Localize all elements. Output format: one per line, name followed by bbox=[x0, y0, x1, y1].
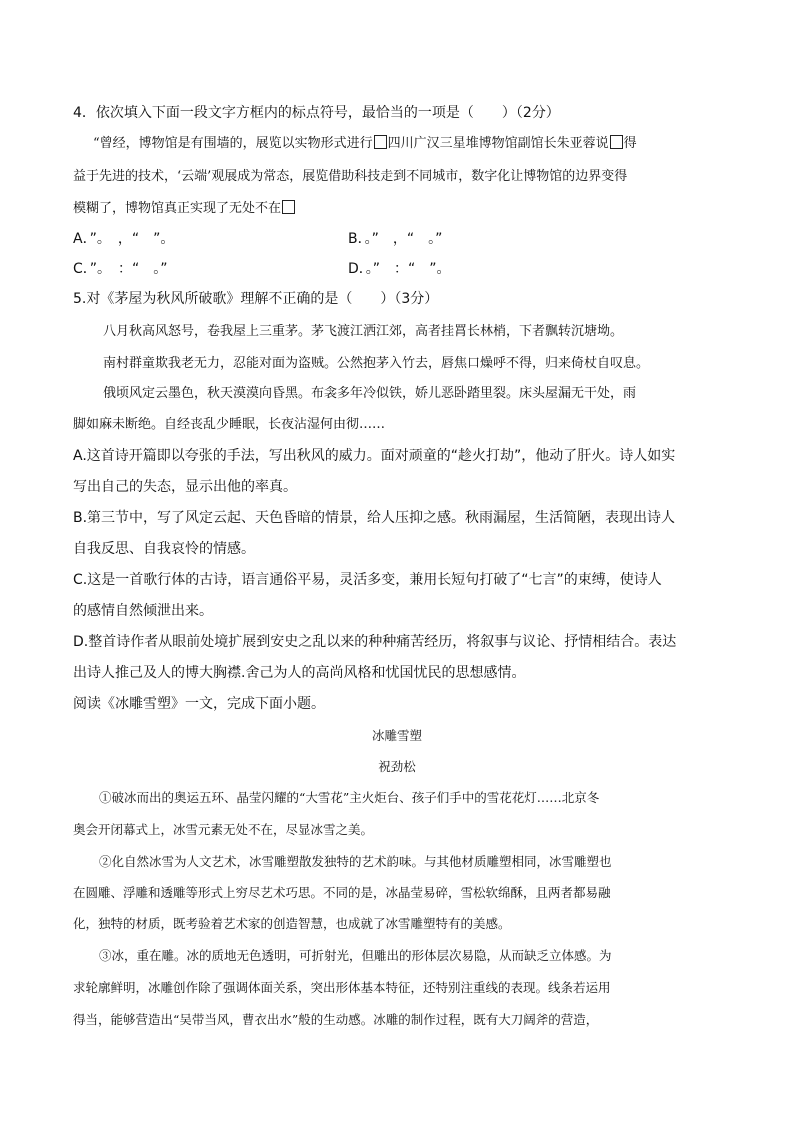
essay-line: 求轮廓鲜明，冰雕创作除了强调体面关系，突出形体基本特征，还特别注重线的表现。线条若运用 bbox=[73, 980, 611, 995]
passage-text: 四川广汉三星堆博物馆副馆长朱亚蓉说 bbox=[387, 136, 609, 151]
reading-prompt: 阅读《冰雕雪塑》一文，完成下面小题。 bbox=[73, 696, 325, 712]
question-5-option-b: B.第三节中，写了风定云起、天色昏暗的情景，给人压抑之感。秋雨漏屋，生活简陋，表现出诗人 bbox=[73, 510, 676, 526]
essay-line: ③冰，重在雕。冰的质地无色透明，可折射光，但雕出的形体层次易隐，从而缺乏立体感。为 bbox=[99, 948, 612, 963]
question-5-option-c-cont: 的感情自然倾泄出来。 bbox=[73, 603, 213, 619]
question-5-stem: 5.对《茅屋为秋风所破歌》理解不正确的是（ ）（3分） bbox=[73, 291, 439, 307]
question-4-passage-line: 益于先进的技术，‘云端’观展成为常态，展览借助科技走到不同城市，数字化让博物馆的边界变得 bbox=[73, 169, 628, 184]
essay-line: ①破冰而出的奥运五环、晶莹闪耀的“大雪花”主火炬台、孩子们手中的雪花花灯……北京冬 bbox=[99, 790, 600, 805]
question-4-stem: 4．依次填入下面一段文字方框内的标点符号，最恰当的一项是（ ）（2分） bbox=[73, 105, 560, 121]
question-4-passage-line bbox=[73, 197, 296, 216]
question-5-option-c: C.这是一首歌行体的古诗，语言通俗平易，灵活多变，兼用长短句打破了“七言”的束缚，使诗人 bbox=[73, 572, 662, 588]
question-4-option-a: A．”。 ，“ ”。 bbox=[73, 231, 175, 247]
passage-text: “曾经，博物馆是有围墙的，展览以实物形式进行 bbox=[93, 136, 373, 151]
essay-author: 祝劲松 bbox=[378, 759, 416, 774]
question-5-option-a-cont: 写出自己的失态，显示出他的率真。 bbox=[73, 479, 297, 495]
blank-box-2 bbox=[610, 135, 623, 149]
blank-box-3 bbox=[282, 200, 295, 214]
poem-line: 八月秋高风怒号，卷我屋上三重茅。茅飞渡江洒江郊，高者挂罥长林梢，下者飘转沉塘坳。 bbox=[103, 324, 624, 339]
essay-line: 化，独特的材质，既考验着艺术家的创造智慧，也成就了冰雪雕塑特有的美感。 bbox=[73, 916, 511, 931]
question-5-option-d-cont: 出诗人推己及人的博大胸襟.舍己为人的高尚风格和忧国忧民的思想感情。 bbox=[73, 665, 526, 681]
passage-text: 得 bbox=[623, 136, 637, 151]
poem-line: 脚如麻未断绝。自经丧乱少睡眠，长夜沾湿何由彻…… bbox=[73, 417, 386, 432]
question-5-option-b-cont: 自我反思、自我哀怜的情感。 bbox=[73, 541, 255, 557]
question-4-option-d: D．。” ：“ ”。 bbox=[348, 261, 451, 277]
poem-line: 南村群童欺我老无力，忍能对面为盗贼。公然抱茅入竹去，唇焦口燥呼不得，归来倚杖自叹息。 bbox=[103, 356, 650, 371]
question-5-option-d: D.整首诗作者从眼前处境扩展到安史之乱以来的种种痛苦经历，将叙事与议论、抒情相结合。表达 bbox=[73, 634, 677, 650]
essay-title: 冰雕雪塑 bbox=[371, 728, 422, 743]
poem-line: 俄顷风定云墨色，秋天漠漠向昏黑。布衾多年冷似铁，娇儿恶卧踏里裂。床头屋漏无干处，雨 bbox=[103, 386, 637, 401]
passage-text: 模糊了，博物馆真正实现了无处不在 bbox=[73, 201, 282, 216]
blank-box-1 bbox=[374, 135, 387, 149]
essay-line: 得当，能够营造出“吴带当风，曹衣出水”般的生动感。冰雕的制作过程，既有大刀阔斧的营造， bbox=[73, 1012, 599, 1027]
question-4-option-b: B．。” ，“ 。” bbox=[348, 231, 443, 247]
essay-line: 奥会开闭幕式上，冰雪元素无处不在，尽显冰雪之美。 bbox=[73, 822, 374, 837]
question-4-passage-line bbox=[93, 132, 637, 151]
question-5-option-a: A.这首诗开篇即以夸张的手法，写出秋风的威力。面对顽童的“趁火打劫”，他动了肝火。诗人如实 bbox=[73, 448, 676, 464]
essay-line: 在圆雕、浮雕和透雕等形式上穷尽艺术巧思。不同的是，冰晶莹易碎，雪松软绵酥，且两者都易融 bbox=[73, 885, 611, 900]
essay-line: ②化自然冰雪为人文艺术，冰雪雕塑散发独特的艺术韵味。与其他材质雕塑相同，冰雪雕塑也 bbox=[99, 854, 612, 869]
question-4-option-c: C．”。 ：“ 。” bbox=[73, 261, 168, 277]
